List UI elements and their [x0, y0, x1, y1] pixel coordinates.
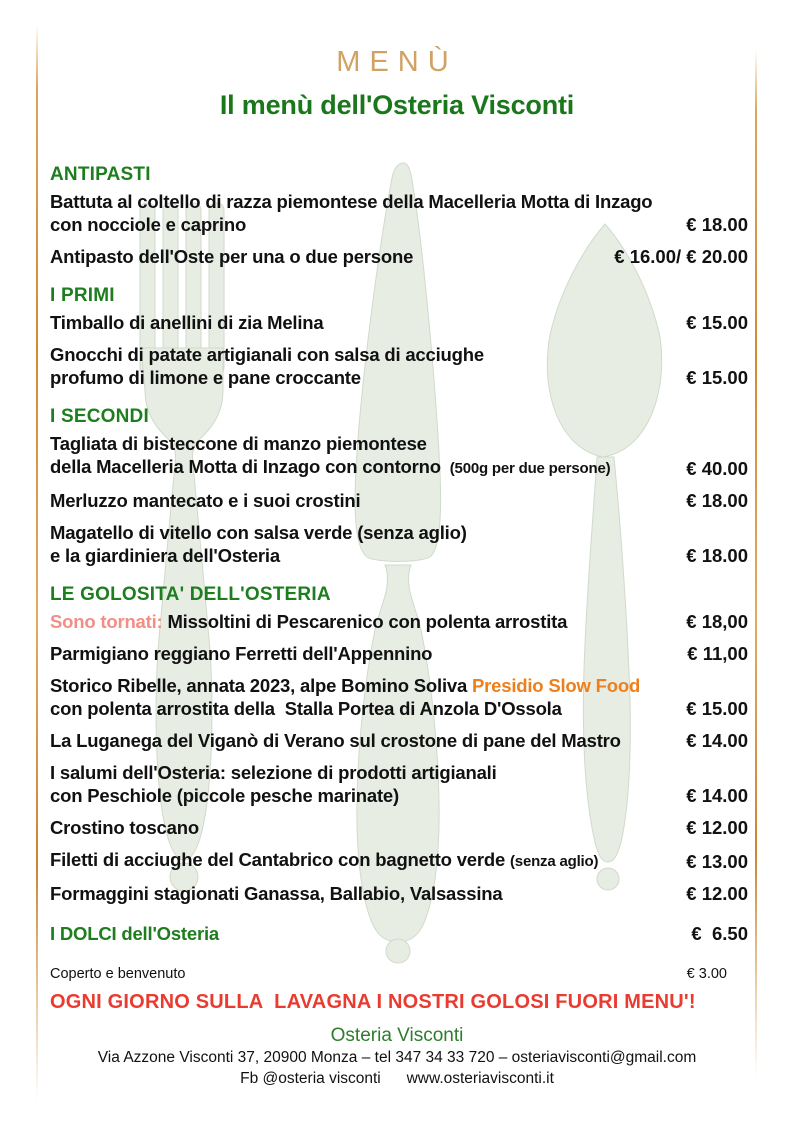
menu-item-line	[50, 761, 676, 784]
menu-item-text	[50, 190, 676, 236]
item-text-segment: con Peschiole (piccole pesche marinate)	[50, 785, 399, 806]
menu-item-line	[50, 697, 676, 720]
menu-item-price: € 40.00	[686, 458, 748, 479]
menu-item-row	[50, 343, 748, 389]
footer-divider-line-bottom	[42, 1093, 756, 1095]
menu-item-text	[50, 610, 676, 633]
menu-item-line	[50, 311, 676, 334]
menu-item-row	[50, 521, 748, 567]
item-text-segment: Sono tornati:	[50, 611, 168, 632]
menu-item-price: € 18.00	[686, 545, 748, 566]
footer-address-line: Via Azzone Visconti 37, 20900 Monza – tel 347 34 33 720 – osteriavisconti@gmail.com	[97, 1049, 697, 1066]
menu-item-price: € 18.00	[686, 490, 748, 511]
item-text-segment: Merluzzo mantecato e i suoi crostini	[50, 490, 361, 511]
menu-item-line	[50, 432, 676, 455]
menu-item-row	[50, 190, 748, 236]
item-text-segment: con nocciole e caprino	[50, 214, 247, 235]
menu-item-text	[50, 729, 676, 752]
menu-item-text	[50, 311, 676, 334]
border-line-top	[42, 34, 756, 36]
item-text-segment: Tagliata di bisteccone di manzo piemontese	[50, 433, 427, 454]
coperto-price: € 3.00	[686, 966, 727, 982]
menu-item-price: € 15.00	[686, 312, 748, 333]
border-line-left	[36, 24, 38, 1102]
menu-item-row	[50, 610, 748, 633]
item-text-segment: Missoltini di Pescarenico con polenta arrostita	[167, 611, 568, 632]
menu-item-row	[50, 674, 748, 720]
menu-item-text	[50, 848, 676, 873]
dolci-price: € 6.50	[691, 923, 748, 944]
menu-item-line	[50, 544, 676, 567]
menu-item-text	[50, 432, 676, 480]
menu-item-line	[50, 882, 676, 905]
menu-sections	[50, 163, 748, 905]
menu-item-row	[50, 816, 748, 839]
item-text-segment: Formaggini stagionati Ganassa, Ballabio, Valsassina	[50, 883, 503, 904]
menu-item-row	[50, 489, 748, 512]
section-heading: I SECONDI	[50, 406, 149, 427]
menu-item-line	[50, 455, 676, 480]
item-text-segment: e la giardiniera dell'Osteria	[50, 545, 280, 566]
coperto-row	[50, 965, 748, 983]
item-text-segment: Timballo di anellini di zia Melina	[50, 312, 324, 333]
coperto-label: Coperto e benvenuto	[50, 966, 186, 982]
menu-item-line	[50, 343, 676, 366]
page-title: Il menù dell'Osteria Visconti	[219, 90, 575, 120]
menu-item-line	[50, 610, 676, 633]
item-text-segment: Crostino toscano	[50, 817, 199, 838]
menu-item-price: € 18.00	[686, 214, 748, 235]
dolci-row	[50, 922, 748, 945]
menu-item-price: € 11,00	[687, 643, 748, 664]
menu-item-row	[50, 848, 748, 873]
item-text-segment: Gnocchi di patate artigianali con salsa di acciughe	[50, 344, 484, 365]
menu-item-line	[50, 366, 676, 389]
footer	[40, 1025, 754, 1089]
dolci-label: I DOLCI dell'Osteria	[50, 923, 219, 944]
menu-item-text	[50, 343, 676, 389]
menu-item-price: € 13.00	[686, 851, 748, 872]
footer-social-line: Fb @osteria visconti www.osteriavisconti.it	[240, 1070, 554, 1087]
menu-item-line	[50, 674, 676, 697]
menu-item-price: € 12.00	[686, 883, 748, 904]
item-text-segment: Storico Ribelle, annata 2023, alpe Bomino Soliva	[50, 675, 472, 696]
menu-item-line	[50, 848, 676, 873]
menu-item-price: € 12.00	[686, 817, 748, 838]
menu-item-line	[50, 816, 676, 839]
item-text-segment: Antipasto dell'Oste per una o due persone	[50, 246, 414, 267]
item-text-segment: Magatello di vitello con salsa verde (senza aglio)	[50, 522, 467, 543]
item-text-segment: Battuta al coltello di razza piemontese della Macelleria Motta di Inzago	[50, 191, 653, 212]
menu-item-text	[50, 642, 677, 665]
menu-item-row	[50, 882, 748, 905]
menu-item-row	[50, 245, 748, 268]
menu-item-text	[50, 489, 676, 512]
menu-item-price: € 15.00	[686, 367, 748, 388]
menu-item-line	[50, 213, 676, 236]
item-text-segment: Presidio Slow Food	[472, 675, 641, 696]
menu-item-text	[50, 882, 676, 905]
item-text-segment: (senza aglio)	[510, 853, 599, 870]
item-text-segment: Filetti di acciughe del Cantabrico con bagnetto verde	[50, 849, 511, 870]
menu-item-price: € 16.00/ € 20.00	[614, 246, 748, 267]
menu-item-text	[50, 245, 604, 268]
menu-item-row	[50, 311, 748, 334]
menu-item-line	[50, 521, 676, 544]
item-text-segment: (500g per due persone)	[445, 460, 611, 477]
item-text-segment: profumo di limone e pane croccante	[50, 367, 361, 388]
menu-item-line	[50, 190, 676, 213]
menu-item-price: € 14.00	[686, 730, 748, 751]
section-heading: ANTIPASTI	[50, 164, 151, 185]
menu-item-line	[50, 245, 604, 268]
menu-item-price: € 18,00	[686, 611, 748, 632]
menu-item-text	[50, 816, 676, 839]
section-heading: LE GOLOSITA' DELL'OSTERIA	[50, 584, 331, 605]
item-text-segment: La Luganega del Viganò di Verano sul crostone di pane del Mastro	[50, 730, 621, 751]
daily-specials-banner: OGNI GIORNO SULLA LAVAGNA I NOSTRI GOLOSI FUORI MENU'!	[50, 991, 696, 1013]
menu-item-line	[50, 489, 676, 512]
menu-item-line	[50, 729, 676, 752]
item-text-segment: Parmigiano reggiano Ferretti dell'Appennino	[50, 643, 433, 664]
section-heading: I PRIMI	[50, 285, 115, 306]
item-text-segment: della Macelleria Motta di Inzago con contorno	[50, 456, 446, 477]
border-line-right	[755, 50, 757, 1078]
footer-restaurant-name: Osteria Visconti	[330, 1025, 464, 1046]
menu-item-price: € 14.00	[686, 785, 748, 806]
menu-item-price: € 15.00	[686, 698, 748, 719]
item-text-segment: con polenta arrostita della Stalla Portea di Anzola D'Ossola	[50, 698, 562, 719]
menu-item-row	[50, 761, 748, 807]
menu-item-line	[50, 642, 677, 665]
menu-content	[50, 163, 748, 1015]
item-text-segment: I salumi dell'Osteria: selezione di prodotti artigianali	[50, 762, 497, 783]
menu-item-row	[50, 729, 748, 752]
menu-item-text	[50, 674, 676, 720]
menu-item-row	[50, 642, 748, 665]
footer-divider-line-top	[42, 1017, 756, 1019]
menu-item-line	[50, 784, 676, 807]
menu-word: MENÙ	[336, 46, 458, 78]
menu-item-text	[50, 521, 676, 567]
menu-item-row	[50, 432, 748, 480]
menu-item-text	[50, 761, 676, 807]
